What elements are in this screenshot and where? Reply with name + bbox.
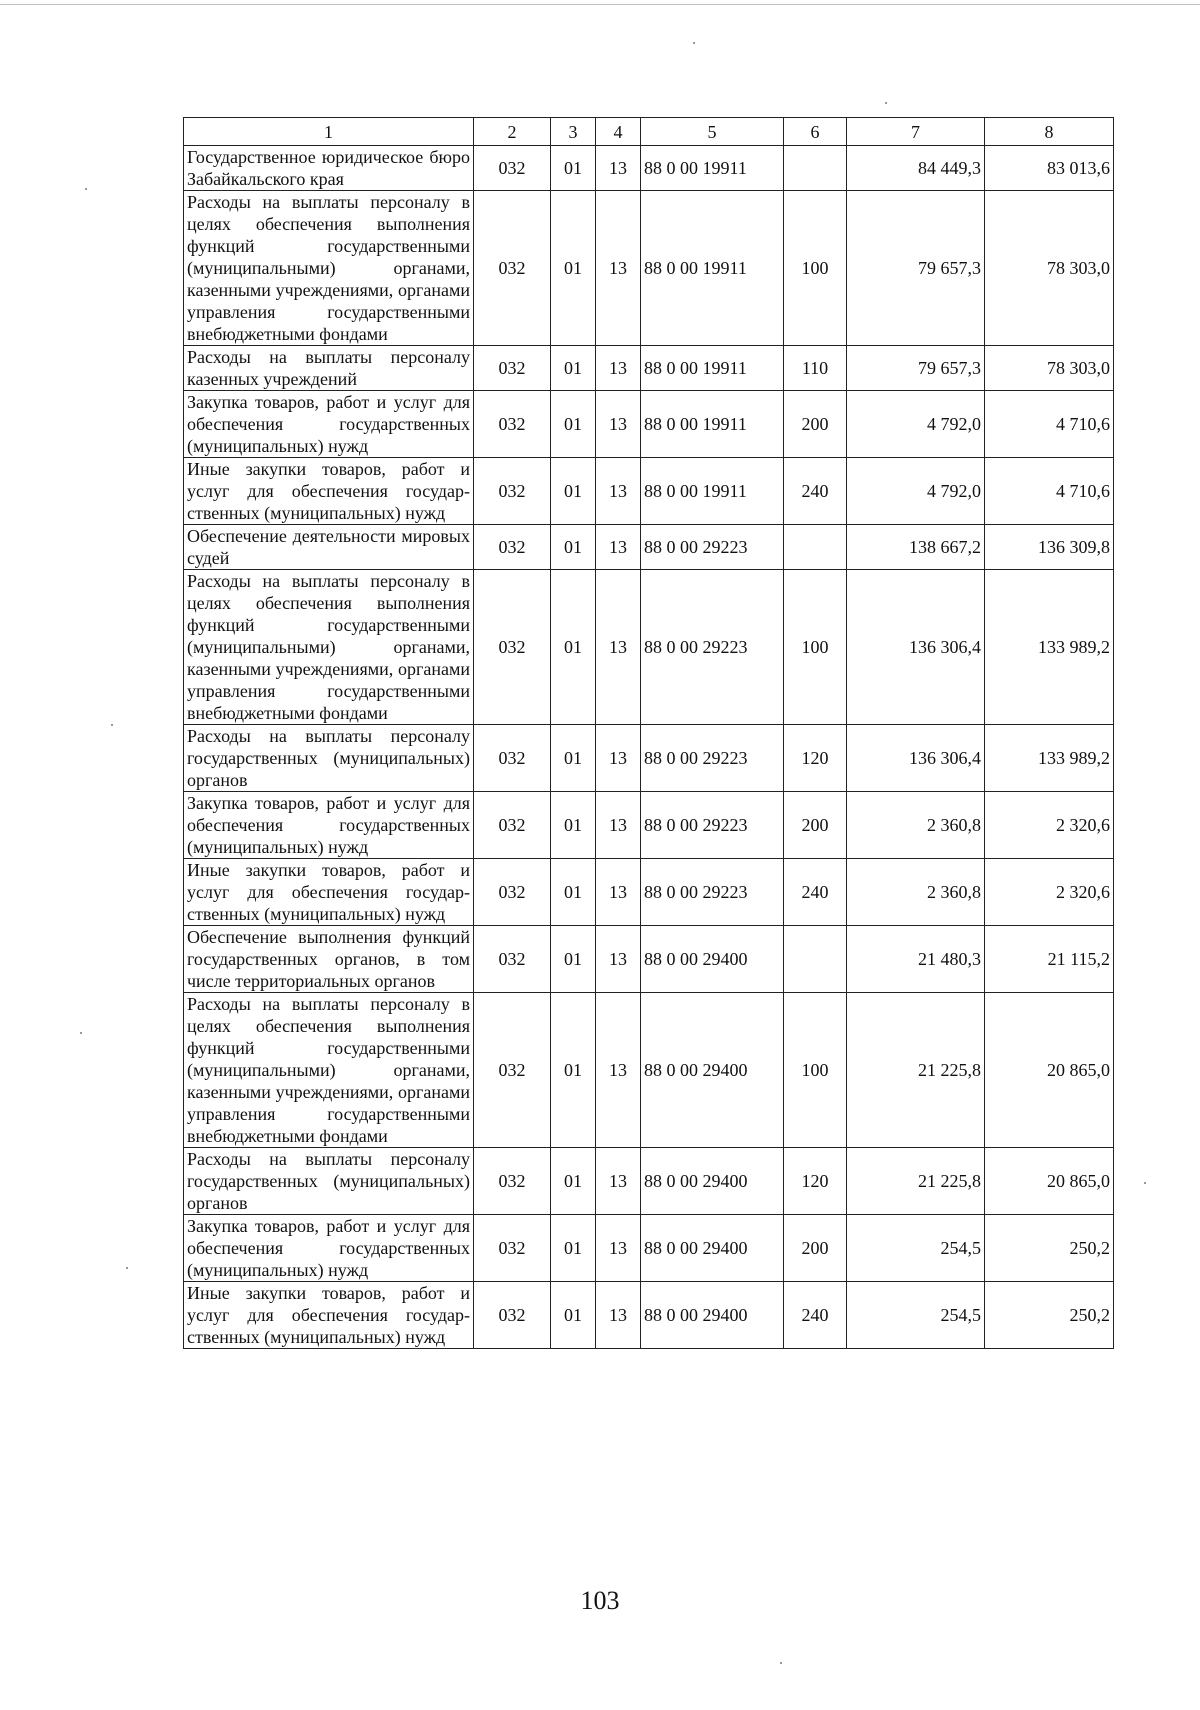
row-subsection-cell: 13 xyxy=(596,1215,641,1282)
row-section-cell: 01 xyxy=(551,792,596,859)
row-expense-type-cell: 200 xyxy=(784,391,847,458)
row-expense-type-cell: 100 xyxy=(784,993,847,1148)
row-target-article-cell: 88 0 00 19911 xyxy=(641,146,784,191)
row-subsection-cell: 13 xyxy=(596,346,641,391)
scan-speck xyxy=(111,724,113,726)
table-row xyxy=(184,570,1114,725)
row-amount-col8-cell: 83 013,6 xyxy=(985,146,1114,191)
table-row xyxy=(184,859,1114,926)
row-amount-col7-cell: 254,5 xyxy=(847,1282,985,1349)
row-amount-col7-cell: 136 306,4 xyxy=(847,725,985,792)
row-amount-col8-cell: 2 320,6 xyxy=(985,859,1114,926)
table-row xyxy=(184,1215,1114,1282)
row-name-cell: Иные закупки товаров, работ и услуг для обеспечения государственных (муниципальных) нужд xyxy=(184,859,474,926)
scan-edge-line xyxy=(0,4,1200,5)
row-subsection-cell: 13 xyxy=(596,1148,641,1215)
row-amount-col7-cell: 4 792,0 xyxy=(847,458,985,525)
row-expense-type-cell: 240 xyxy=(784,859,847,926)
row-target-article-cell: 88 0 00 29223 xyxy=(641,859,784,926)
row-code-cell: 032 xyxy=(474,525,551,570)
scan-speck xyxy=(885,102,887,104)
row-section-cell: 01 xyxy=(551,859,596,926)
table-row xyxy=(184,346,1114,391)
row-amount-col7-cell: 21 225,8 xyxy=(847,993,985,1148)
scan-speck xyxy=(780,1662,782,1664)
row-name-cell: Иные закупки товаров, работ и услуг для обеспечения государственных (муниципальных) нужд xyxy=(184,458,474,525)
row-name-cell: Расходы на выплаты персоналу государственных (муниципальных) органов xyxy=(184,725,474,792)
row-amount-col7-cell: 4 792,0 xyxy=(847,391,985,458)
row-code-cell: 032 xyxy=(474,926,551,993)
row-code-cell: 032 xyxy=(474,346,551,391)
row-target-article-cell: 88 0 00 19911 xyxy=(641,346,784,391)
row-name-cell: Расходы на выплаты персоналу казенных учреждений xyxy=(184,346,474,391)
row-amount-col7-cell: 2 360,8 xyxy=(847,792,985,859)
row-amount-col7-cell: 254,5 xyxy=(847,1215,985,1282)
scan-speck xyxy=(80,1032,82,1034)
row-code-cell: 032 xyxy=(474,1148,551,1215)
row-section-cell: 01 xyxy=(551,993,596,1148)
row-amount-col8-cell: 4 710,6 xyxy=(985,391,1114,458)
table-row xyxy=(184,525,1114,570)
row-subsection-cell: 13 xyxy=(596,993,641,1148)
row-subsection-cell: 13 xyxy=(596,146,641,191)
row-subsection-cell: 13 xyxy=(596,792,641,859)
row-amount-col8-cell: 136 309,8 xyxy=(985,525,1114,570)
row-expense-type-cell xyxy=(784,926,847,993)
row-code-cell: 032 xyxy=(474,458,551,525)
row-amount-col8-cell: 2 320,6 xyxy=(985,792,1114,859)
column-header: 6 xyxy=(784,118,847,146)
row-subsection-cell: 13 xyxy=(596,725,641,792)
row-name-cell: Расходы на выплаты персоналу в целях обеспечения выполнения функций государственными (муниципальными) органами, казенными учреждениями, органами управления государственными внебюджетными фондами xyxy=(184,191,474,346)
scan-speck xyxy=(85,188,87,190)
row-name-cell: Государственное юридическое бюро Забайкальского края xyxy=(184,146,474,191)
table-row xyxy=(184,1148,1114,1215)
row-section-cell: 01 xyxy=(551,458,596,525)
row-name-cell: Обеспечение деятельности мировых судей xyxy=(184,525,474,570)
row-section-cell: 01 xyxy=(551,725,596,792)
scan-speck xyxy=(1144,1182,1146,1184)
row-name-cell: Закупка товаров, работ и услуг для обеспечения государственных (муниципальных) нужд xyxy=(184,792,474,859)
row-expense-type-cell: 200 xyxy=(784,792,847,859)
row-amount-col8-cell: 20 865,0 xyxy=(985,993,1114,1148)
row-amount-col7-cell: 21 225,8 xyxy=(847,1148,985,1215)
row-code-cell: 032 xyxy=(474,391,551,458)
table-row xyxy=(184,725,1114,792)
table-body xyxy=(184,146,1114,1349)
column-header: 4 xyxy=(596,118,641,146)
row-expense-type-cell xyxy=(784,525,847,570)
row-amount-col7-cell: 138 667,2 xyxy=(847,525,985,570)
row-name-cell: Закупка товаров, работ и услуг для обеспечения государственных (муниципальных) нужд xyxy=(184,391,474,458)
column-header: 8 xyxy=(985,118,1114,146)
table-row xyxy=(184,792,1114,859)
row-amount-col7-cell: 2 360,8 xyxy=(847,859,985,926)
row-code-cell: 032 xyxy=(474,792,551,859)
row-name-cell: Обеспечение выполнения функций государственных органов, в том числе территориальных органов xyxy=(184,926,474,993)
row-expense-type-cell: 110 xyxy=(784,346,847,391)
row-target-article-cell: 88 0 00 19911 xyxy=(641,391,784,458)
scan-speck xyxy=(693,42,695,44)
column-header: 1 xyxy=(184,118,474,146)
row-expense-type-cell: 100 xyxy=(784,570,847,725)
row-section-cell: 01 xyxy=(551,1215,596,1282)
budget-table xyxy=(183,117,1114,1349)
row-name-cell: Иные закупки товаров, работ и услуг для обеспечения государственных (муниципальных) нужд xyxy=(184,1282,474,1349)
row-amount-col7-cell: 21 480,3 xyxy=(847,926,985,993)
column-header: 2 xyxy=(474,118,551,146)
row-expense-type-cell: 200 xyxy=(784,1215,847,1282)
document-page xyxy=(183,117,1113,1349)
row-section-cell: 01 xyxy=(551,1282,596,1349)
row-code-cell: 032 xyxy=(474,725,551,792)
row-section-cell: 01 xyxy=(551,570,596,725)
table-row xyxy=(184,146,1114,191)
row-amount-col8-cell: 20 865,0 xyxy=(985,1148,1114,1215)
row-target-article-cell: 88 0 00 29400 xyxy=(641,1215,784,1282)
row-expense-type-cell xyxy=(784,146,847,191)
row-code-cell: 032 xyxy=(474,859,551,926)
row-amount-col8-cell: 250,2 xyxy=(985,1215,1114,1282)
column-header: 3 xyxy=(551,118,596,146)
row-target-article-cell: 88 0 00 29223 xyxy=(641,792,784,859)
column-header: 7 xyxy=(847,118,985,146)
row-section-cell: 01 xyxy=(551,525,596,570)
row-amount-col7-cell: 136 306,4 xyxy=(847,570,985,725)
row-expense-type-cell: 120 xyxy=(784,725,847,792)
row-target-article-cell: 88 0 00 29223 xyxy=(641,525,784,570)
row-target-article-cell: 88 0 00 29223 xyxy=(641,570,784,725)
row-code-cell: 032 xyxy=(474,146,551,191)
row-name-cell: Закупка товаров, работ и услуг для обеспечения государственных (муниципальных) нужд xyxy=(184,1215,474,1282)
row-amount-col8-cell: 133 989,2 xyxy=(985,570,1114,725)
row-name-cell: Расходы на выплаты персоналу в целях обеспечения выполнения функций государственными (муниципальными) органами, казенными учреждениями, органами управления государственными внебюджетными фондами xyxy=(184,570,474,725)
row-subsection-cell: 13 xyxy=(596,926,641,993)
row-target-article-cell: 88 0 00 29400 xyxy=(641,926,784,993)
row-expense-type-cell: 100 xyxy=(784,191,847,346)
row-section-cell: 01 xyxy=(551,146,596,191)
row-subsection-cell: 13 xyxy=(596,570,641,725)
row-expense-type-cell: 240 xyxy=(784,1282,847,1349)
table-row xyxy=(184,191,1114,346)
scan-speck xyxy=(126,1267,128,1269)
row-amount-col8-cell: 78 303,0 xyxy=(985,346,1114,391)
row-target-article-cell: 88 0 00 29400 xyxy=(641,1148,784,1215)
row-subsection-cell: 13 xyxy=(596,191,641,346)
row-code-cell: 032 xyxy=(474,1282,551,1349)
row-amount-col7-cell: 79 657,3 xyxy=(847,346,985,391)
row-code-cell: 032 xyxy=(474,993,551,1148)
row-amount-col8-cell: 250,2 xyxy=(985,1282,1114,1349)
table-header-row xyxy=(184,118,1114,146)
row-target-article-cell: 88 0 00 19911 xyxy=(641,458,784,525)
row-target-article-cell: 88 0 00 29400 xyxy=(641,1282,784,1349)
row-section-cell: 01 xyxy=(551,391,596,458)
table-row xyxy=(184,993,1114,1148)
row-amount-col7-cell: 79 657,3 xyxy=(847,191,985,346)
column-header: 5 xyxy=(641,118,784,146)
row-amount-col8-cell: 133 989,2 xyxy=(985,725,1114,792)
row-subsection-cell: 13 xyxy=(596,525,641,570)
row-expense-type-cell: 240 xyxy=(784,458,847,525)
row-code-cell: 032 xyxy=(474,570,551,725)
row-amount-col8-cell: 21 115,2 xyxy=(985,926,1114,993)
row-subsection-cell: 13 xyxy=(596,458,641,525)
row-amount-col8-cell: 4 710,6 xyxy=(985,458,1114,525)
row-amount-col7-cell: 84 449,3 xyxy=(847,146,985,191)
table-row xyxy=(184,926,1114,993)
row-name-cell: Расходы на выплаты персоналу в целях обеспечения выполнения функций государственными (муниципальными) органами, казенными учреждениями, органами управления государственными внебюджетными фондами xyxy=(184,993,474,1148)
row-section-cell: 01 xyxy=(551,346,596,391)
row-section-cell: 01 xyxy=(551,926,596,993)
table-row xyxy=(184,458,1114,525)
row-code-cell: 032 xyxy=(474,1215,551,1282)
row-name-cell: Расходы на выплаты персоналу государственных (муниципальных) органов xyxy=(184,1148,474,1215)
row-code-cell: 032 xyxy=(474,191,551,346)
row-subsection-cell: 13 xyxy=(596,1282,641,1349)
row-target-article-cell: 88 0 00 19911 xyxy=(641,191,784,346)
table-row xyxy=(184,1282,1114,1349)
row-subsection-cell: 13 xyxy=(596,859,641,926)
row-amount-col8-cell: 78 303,0 xyxy=(985,191,1114,346)
row-target-article-cell: 88 0 00 29400 xyxy=(641,993,784,1148)
page-number: 103 xyxy=(580,1586,620,1615)
row-section-cell: 01 xyxy=(551,1148,596,1215)
row-section-cell: 01 xyxy=(551,191,596,346)
table-row xyxy=(184,391,1114,458)
row-expense-type-cell: 120 xyxy=(784,1148,847,1215)
row-subsection-cell: 13 xyxy=(596,391,641,458)
row-target-article-cell: 88 0 00 29223 xyxy=(641,725,784,792)
